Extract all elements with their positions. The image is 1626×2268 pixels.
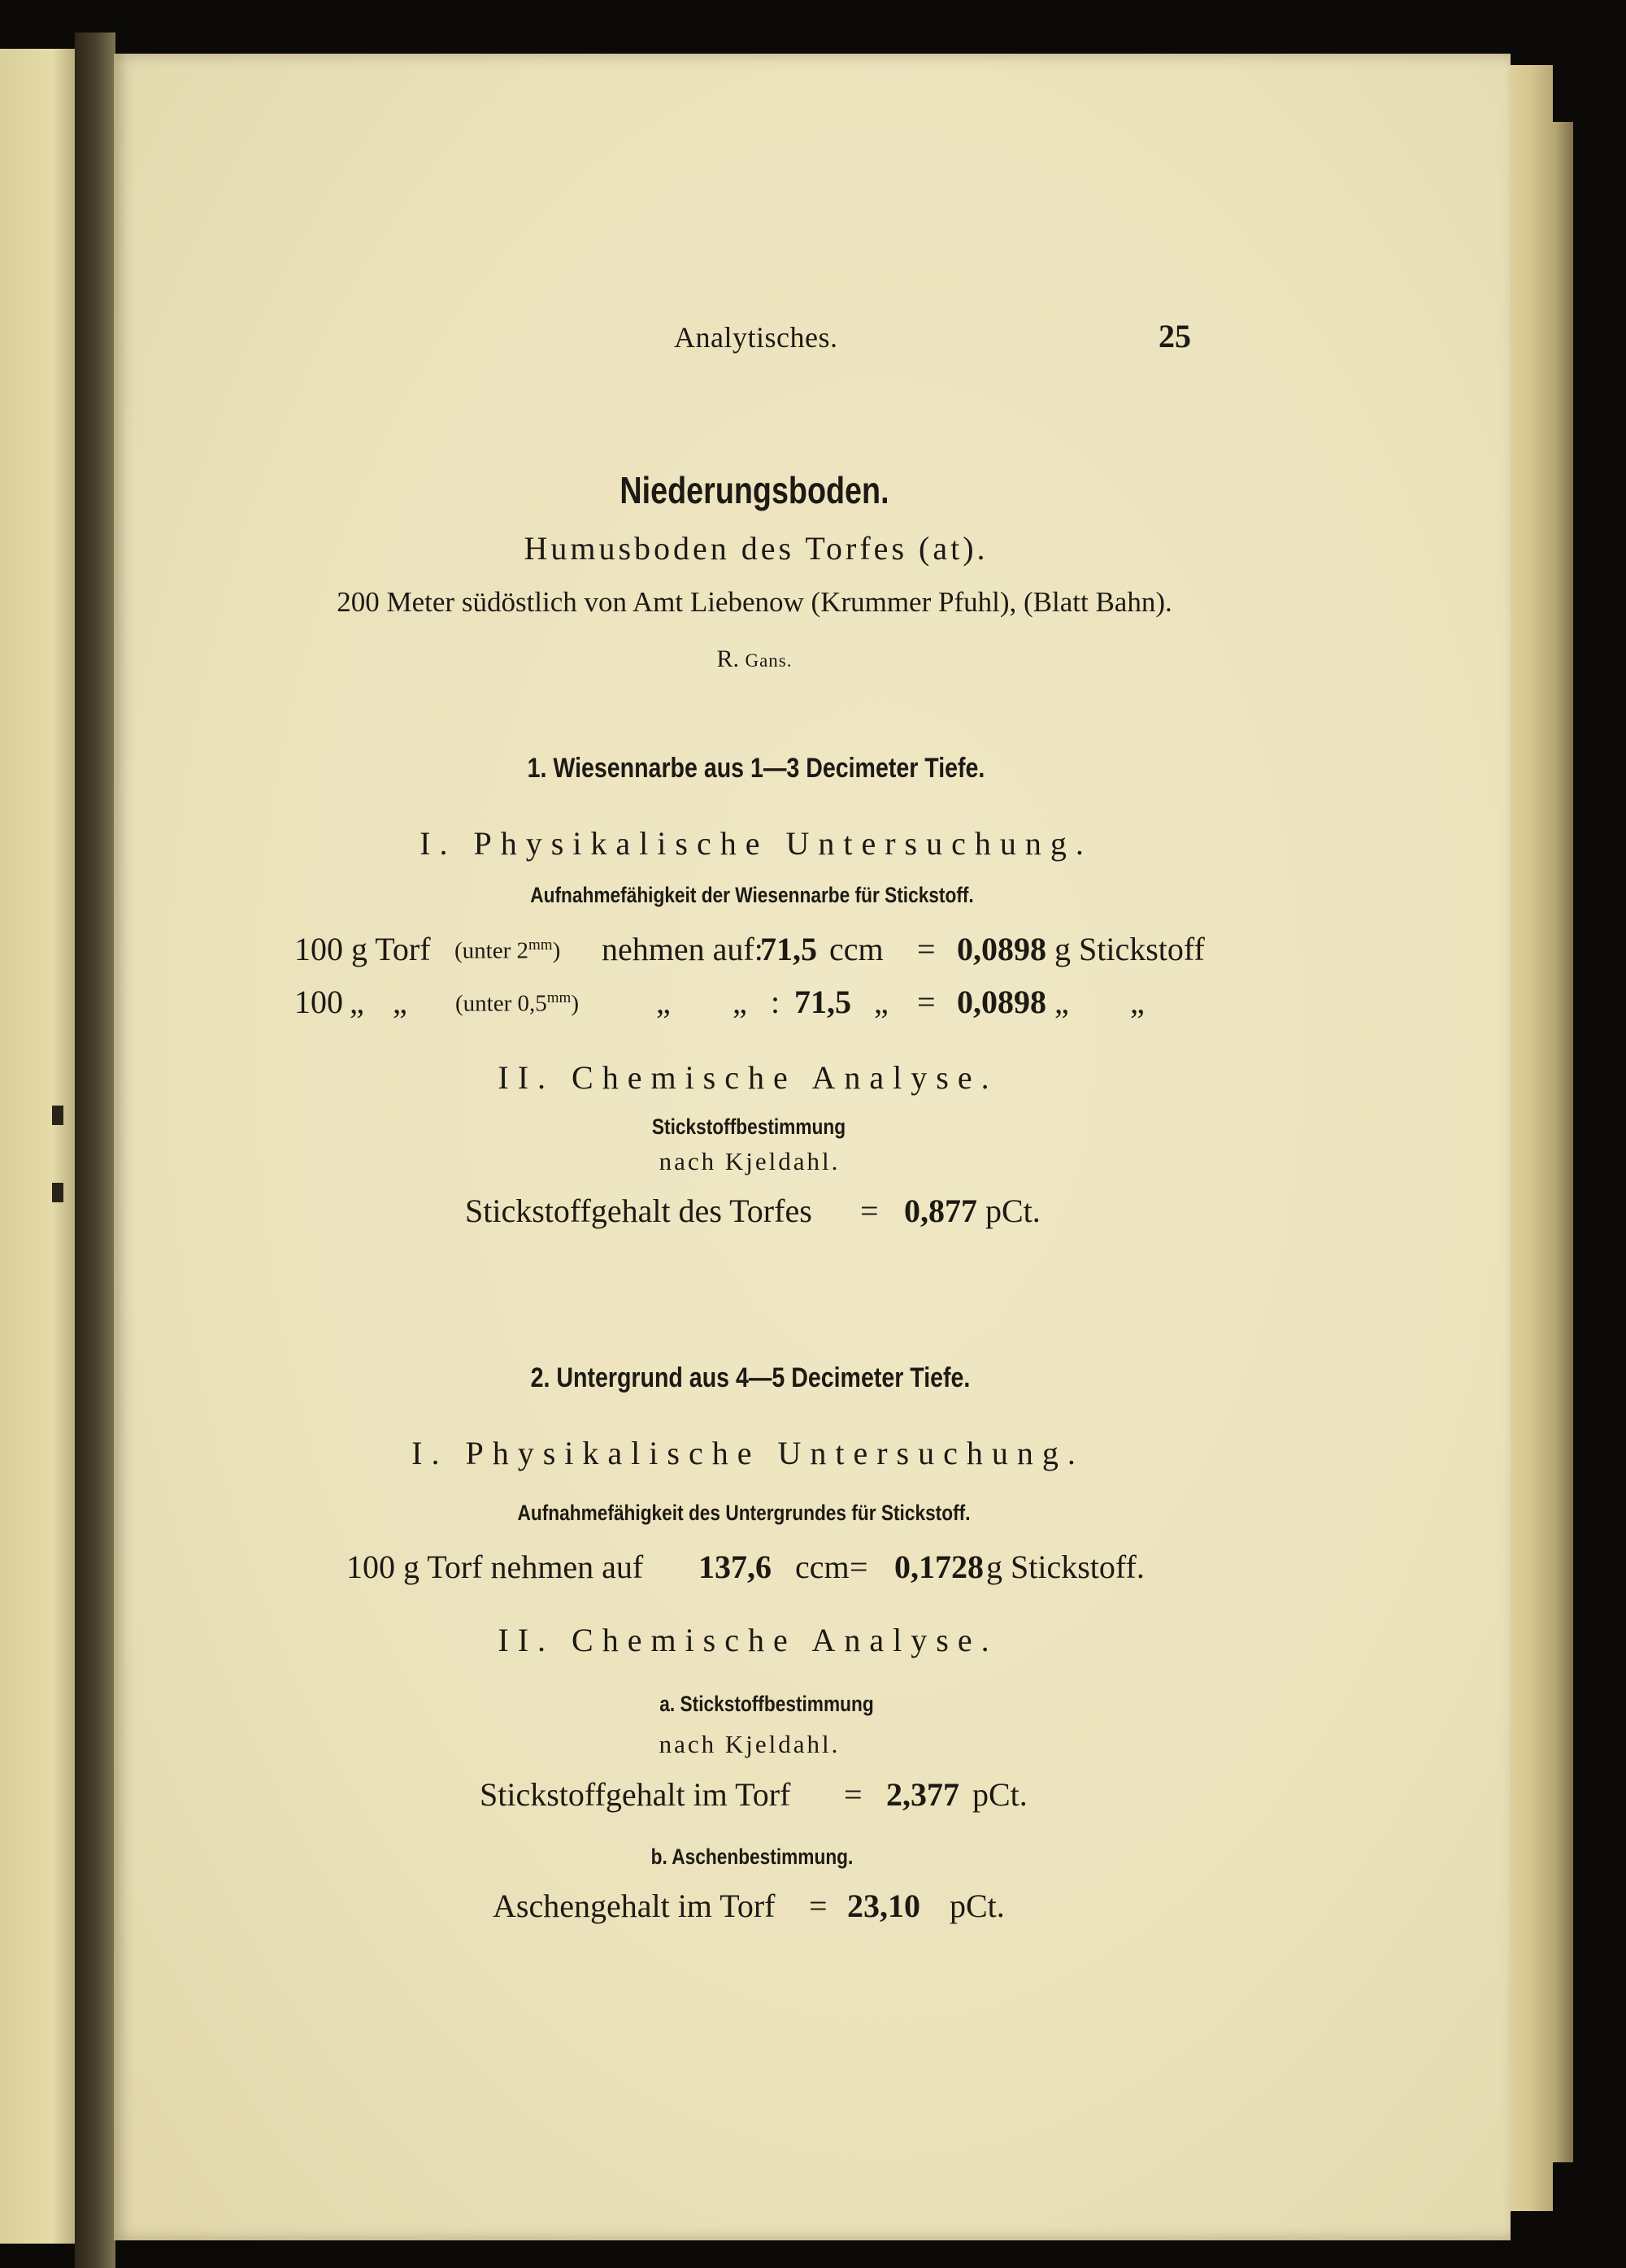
row-2-g-value: 0,0898 <box>957 984 1046 1020</box>
result-a-value: 2,377 <box>886 1776 959 1813</box>
row-1-g-unit: g Stickstoff <box>1054 931 1205 967</box>
row-1-ccm-unit: ccm <box>829 931 884 967</box>
row-2-equals: = <box>917 984 936 1020</box>
ditto-mark: „ <box>874 984 889 1020</box>
section-1-chemical-heading: II. Chemische Analyse. <box>498 1059 998 1096</box>
row-3-g-unit: g Stickstoff. <box>986 1549 1145 1585</box>
location-line: 200 Meter südöstlich von Amt Liebenow (Krummer Pfuhl), (Blatt Bahn). <box>337 586 1172 618</box>
row-3-ccm-unit: ccm <box>795 1549 850 1585</box>
ink-mark <box>52 1183 63 1202</box>
row-3-amount: 100 g Torf nehmen auf <box>346 1549 644 1585</box>
measurement-row-3 <box>114 1548 1511 1588</box>
section-1-chem-caption: Stickstoffbestimmung <box>651 1114 846 1139</box>
measurement-row-1 <box>114 930 1511 971</box>
section-1-method: nach Kjeldahl. <box>659 1147 841 1175</box>
section-2-caption-a: a. Stickstoffbestimmung <box>659 1692 874 1716</box>
row-1-ccm-value: 71,5 <box>760 931 817 967</box>
section-2-caption: Aufnahmefähigkeit des Untergrundes für Stickstoff. <box>517 1501 971 1525</box>
row-1-condition: (unter $2^{mm}$) <box>454 936 561 964</box>
row-2-colon: : <box>771 984 780 1020</box>
section-2-heading: 2. Untergrund aus 4—5 Decimeter Tiefe. <box>530 1362 971 1393</box>
result-unit: pCt. <box>985 1193 1041 1229</box>
result-value: 0,877 <box>904 1193 977 1229</box>
row-1-amount: 100 g Torf <box>294 931 431 967</box>
book-page <box>114 54 1511 2240</box>
section-2-result-b <box>114 1887 1511 1927</box>
subtitle: Humusboden des Torfes (at). <box>524 530 989 567</box>
section-2-method: nach Kjeldahl. <box>659 1730 841 1758</box>
row-2-ccm-value: 71,5 <box>794 984 851 1020</box>
author-initial: R. <box>716 645 739 672</box>
result-b-unit: pCt. <box>950 1888 1005 1924</box>
row-2-condition: (unter $0,5^{mm}$) <box>455 989 579 1017</box>
result-b-equals: = <box>809 1888 828 1924</box>
section-1-physical-heading: I. Physikalische Untersuchung. <box>420 825 1093 862</box>
section-1-result <box>114 1192 1511 1232</box>
section-2-caption-b: b. Aschenbestimmung. <box>650 1844 854 1869</box>
row-1-g-value: 0,0898 <box>957 931 1046 967</box>
section-2-chemical-heading: II. Chemische Analyse. <box>498 1622 998 1658</box>
ditto-mark: „ <box>656 984 671 1020</box>
result-b-label: Aschengehalt im Torf <box>493 1888 776 1924</box>
row-1-equals: = <box>917 931 936 967</box>
author-line <box>716 645 792 673</box>
section-2-result-a <box>114 1775 1511 1816</box>
result-equals: = <box>860 1193 879 1229</box>
result-a-unit: pCt. <box>972 1776 1028 1813</box>
row-3-g-value: 0,1728 <box>894 1549 984 1585</box>
running-title: Analytisches. <box>674 321 838 354</box>
section-2-physical-heading: I. Physikalische Untersuchung. <box>411 1435 1085 1471</box>
result-label: Stickstoffgehalt des Torfes <box>465 1193 812 1229</box>
result-a-label: Stickstoffgehalt im Torf <box>480 1776 791 1813</box>
page-number: 25 <box>1159 318 1191 354</box>
previous-page-edge <box>0 49 75 2244</box>
section-1-heading: 1. Wiesennarbe aus 1—3 Decimeter Tiefe. <box>527 753 985 784</box>
ditto-mark: „ <box>393 984 407 1020</box>
section-1-caption: Aufnahmefähigkeit der Wiesennarbe für Stickstoff. <box>530 883 974 907</box>
row-2-amount: 100 <box>294 984 343 1020</box>
row-3-equals: = <box>850 1549 868 1585</box>
page-title: Niederungsboden. <box>620 469 889 511</box>
ditto-mark: „ <box>1054 984 1069 1020</box>
row-3-ccm-value: 137,6 <box>698 1549 772 1585</box>
row-1-verb: nehmen auf: <box>602 931 763 967</box>
ditto-mark: „ <box>733 984 747 1020</box>
ditto-mark: „ <box>1130 984 1145 1020</box>
measurement-row-2 <box>114 983 1511 1023</box>
book-gutter <box>75 33 115 2268</box>
ink-mark <box>52 1106 63 1125</box>
author-name: Gans. <box>745 650 793 671</box>
result-a-equals: = <box>844 1776 863 1813</box>
ditto-mark: „ <box>350 984 364 1020</box>
result-b-value: 23,10 <box>847 1888 920 1924</box>
